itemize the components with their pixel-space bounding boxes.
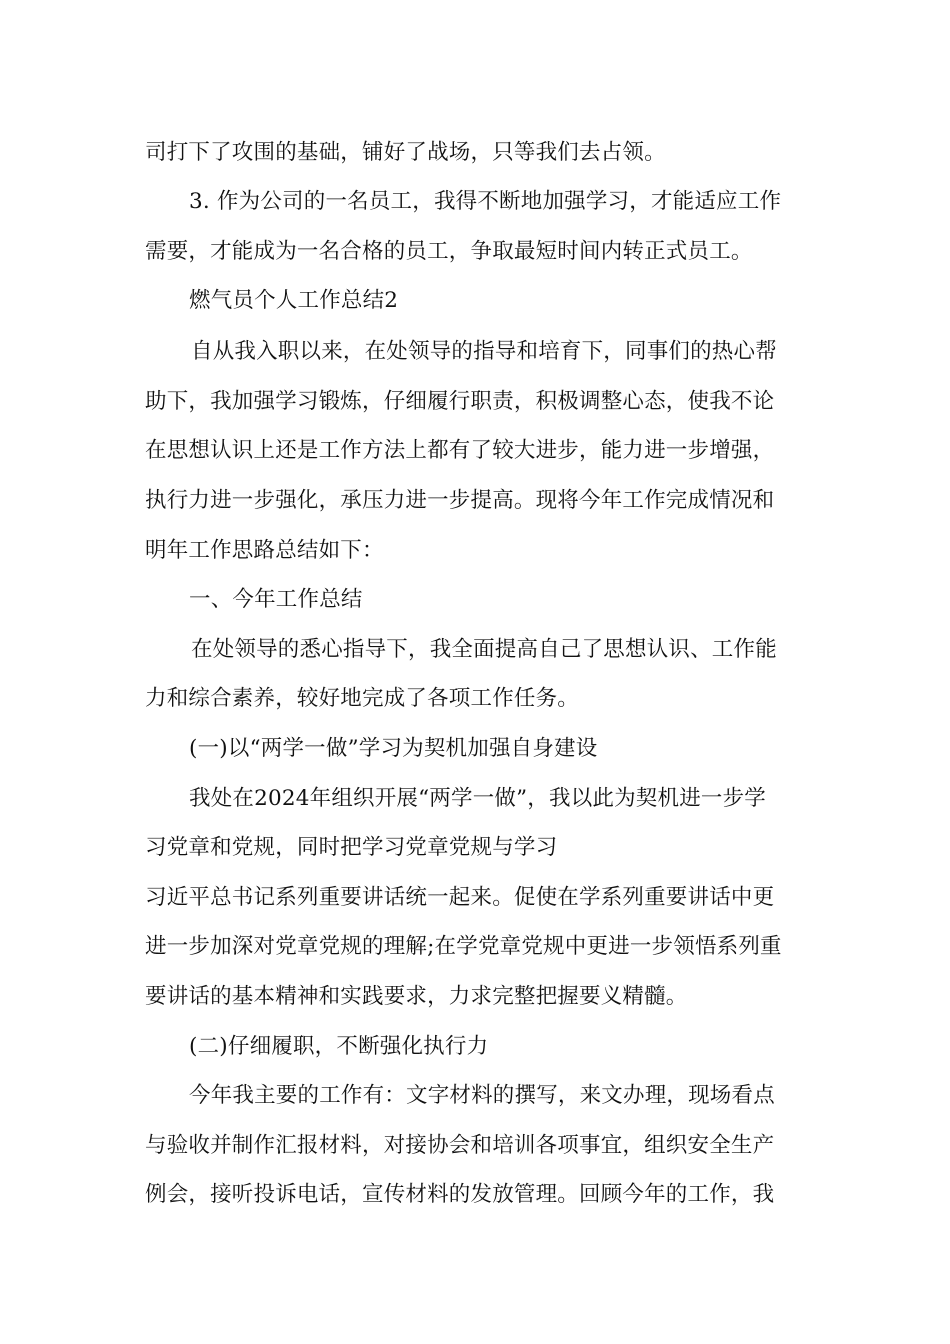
text-line: 进一步加深对党章党规的理解;在学党章党规中更进一步领悟系列重 [145, 934, 782, 959]
subsection-heading: (一)以“两学一做”学习为契机加强自身建设 [189, 736, 598, 761]
text-line: 我处在2024年组织开展“两学一做”，我以此为契机进一步学 [189, 786, 767, 811]
section-heading: 燃气员个人工作总结2 [189, 288, 399, 313]
text-line: 今年我主要的工作有：文字材料的撰写，来文办理，现场看点 [189, 1083, 775, 1108]
text-line: 力和综合素养，较好地完成了各项工作任务。 [145, 686, 580, 711]
text-line: 执行力进一步强化，承压力进一步提高。现将今年工作完成情况和 [145, 488, 775, 513]
text-line: 习近平总书记系列重要讲话统一起来。促使在学系列重要讲话中更 [145, 885, 775, 910]
text-line: 习党章和党规，同时把学习党章党规与学习 [145, 835, 558, 860]
section-heading: 一、今年工作总结 [189, 587, 363, 612]
text-line: 在处领导的悉心指导下，我全面提高自己了思想认识、工作能 [191, 637, 777, 662]
text-line: 需要，才能成为一名合格的员工，争取最短时间内转正式员工。 [145, 239, 753, 264]
text-line: 3. 作为公司的一名员工，我得不断地加强学习，才能适应工作 [189, 189, 782, 214]
text-line: 在思想认识上还是工作方法上都有了较大进步，能力进一步增强， [145, 438, 775, 463]
text-line: 自从我入职以来，在处领导的指导和培育下，同事们的热心帮 [191, 339, 777, 364]
text-line: 助下，我加强学习锻炼，仔细履行职责，积极调整心态，使我不论 [145, 389, 775, 414]
text-line: 司打下了攻围的基础，铺好了战场，只等我们去占领。 [145, 140, 666, 165]
text-line: 例会，接听投诉电话，宣传材料的发放管理。回顾今年的工作，我 [145, 1182, 775, 1207]
subsection-heading: (二)仔细履职，不断强化执行力 [189, 1034, 489, 1059]
text-line: 要讲话的基本精神和实践要求，力求完整把握要义精髓。 [145, 984, 688, 1009]
text-line: 与验收并制作汇报材料，对接协会和培训各项事宜，组织安全生产 [145, 1133, 775, 1158]
text-line: 明年工作思路总结如下： [145, 538, 384, 563]
